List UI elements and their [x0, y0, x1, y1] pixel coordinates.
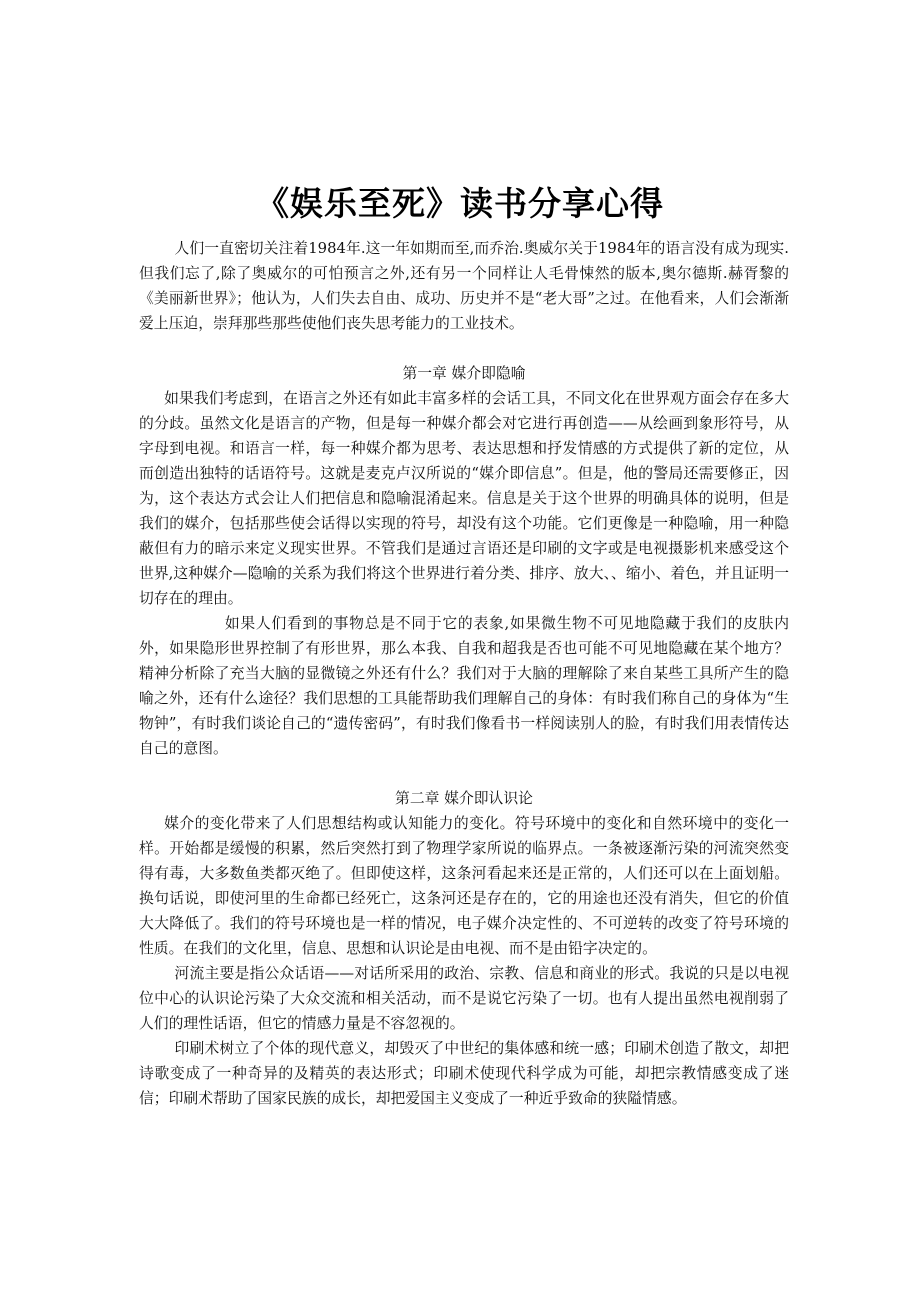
spacer	[139, 761, 789, 786]
page-title: 《娱乐至死》读书分享心得	[256, 184, 664, 224]
spacer	[139, 336, 789, 361]
chapter-1-paragraph: 如果我们考虑到，在语言之外还有如此丰富多样的会话工具，不同文化在世界观方面会存在多大的分歧。虽然文化是语言的产物，但是每一种媒介都会对它进行再创造——从绘画到象形符号，从字母到电视。和语言一样，每一种媒介都为思考、表达思想和抒发情感的方式提供了新的定位，从而创造出独特的话语符号。这就是麦克卢汉所说的“媒介即信息”。但是，他的警局还需要修正，因为，这个表达方式会让人们把信息和隐喻混淆起来。信息是关于这个世界的明确具体的说明，但是我们的媒介，包括那些使会话得以实现的符号，却没有这个功能。它们更像是一种隐喻，用一种隐蔽但有力的暗示来定义现实世界。不管我们是通过言语还是印刷的文字或是电视摄影机来感受这个世界,这种媒介—隐喻的关系为我们将这个世界进行着分类、排序、放大、、缩小、着色，并且证明一切存在的理由。	[139, 390, 789, 607]
intro-paragraph: 人们一直密切关注着1984年.这一年如期而至,而乔治.奥威尔关于1984年的语言没有成为现实.但我们忘了,除了奥威尔的可怕预言之外,还有另一个同样让人毛骨悚然的版本,奥尔德斯.赫胥黎的《美丽新世界》；他认为，人们失去自由、成功、历史并不是“老大哥”之过。在他看来，人们会渐渐爱上压迫，崇拜那些那些使他们丧失思考能力的工业技术。	[139, 240, 789, 332]
chapter-2-paragraph: 河流主要是指公众话语——对话所采用的政治、宗教、信息和商业的形式。我说的只是以电视位中心的认识论污染了大众交流和相关活动，而不是说它污染了一切。也有人提出虽然电视削弱了人们的理性话语，但它的情感力量是不容忽视的。	[139, 965, 789, 1032]
chapter-1-paragraph: 如果人们看到的事物总是不同于它的表象,如果微生物不可见地隐藏于我们的皮肤内外，如果隐形世界控制了有形世界，那么本我、自我和超我是否也可能不可见地隐藏在某个地方？精神分析除了充当大脑的显微镜之外还有什么？我们对于大脑的理解除了来自某些工具所产生的隐喻之外，还有什么途径？我们思想的工具能帮助我们理解自己的身体：有时我们称自己的身体为“生物钟”，有时我们谈论自己的“遗传密码”，有时我们像看书一样阅读别人的脸，有时我们用表情传达自己的意图。	[139, 615, 789, 757]
chapter-2-paragraph: 印刷术树立了个体的现代意义，却毁灭了中世纪的集体感和统一感；印刷术创造了散文，却把诗歌变成了一种奇异的及精英的表达形式；印刷术使现代科学成为可能，却把宗教情感变成了迷信；印刷术帮助了国家民族的成长，却把爱国主义变成了一种近乎致命的狭隘情感。	[139, 1040, 789, 1107]
chapter-2-heading: 第二章 媒介即认识论	[395, 790, 533, 807]
document-body	[139, 236, 789, 1111]
chapter-1-heading: 第一章 媒介即隐喻	[402, 365, 526, 382]
chapter-2-paragraph: 媒介的变化带来了人们思想结构或认知能力的变化。符号环境中的变化和自然环境中的变化一样。开始都是缓慢的积累，然后突然打到了物理学家所说的临界点。一条被逐渐污染的河流突然变得有毒，大多数鱼类都灭绝了。但即使这样，这条河看起来还是正常的，人们还可以在上面划船。换句话说，即使河里的生命都已经死亡，这条河还是存在的，它的用途也还没有消失，但它的价值大大降低了。我们的符号环境也是一样的情况，电子媒介决定性的、不可逆转的改变了符号环境的性质。在我们的文化里，信息、思想和认识论是由电视、而不是由铅字决定的。	[139, 815, 789, 957]
